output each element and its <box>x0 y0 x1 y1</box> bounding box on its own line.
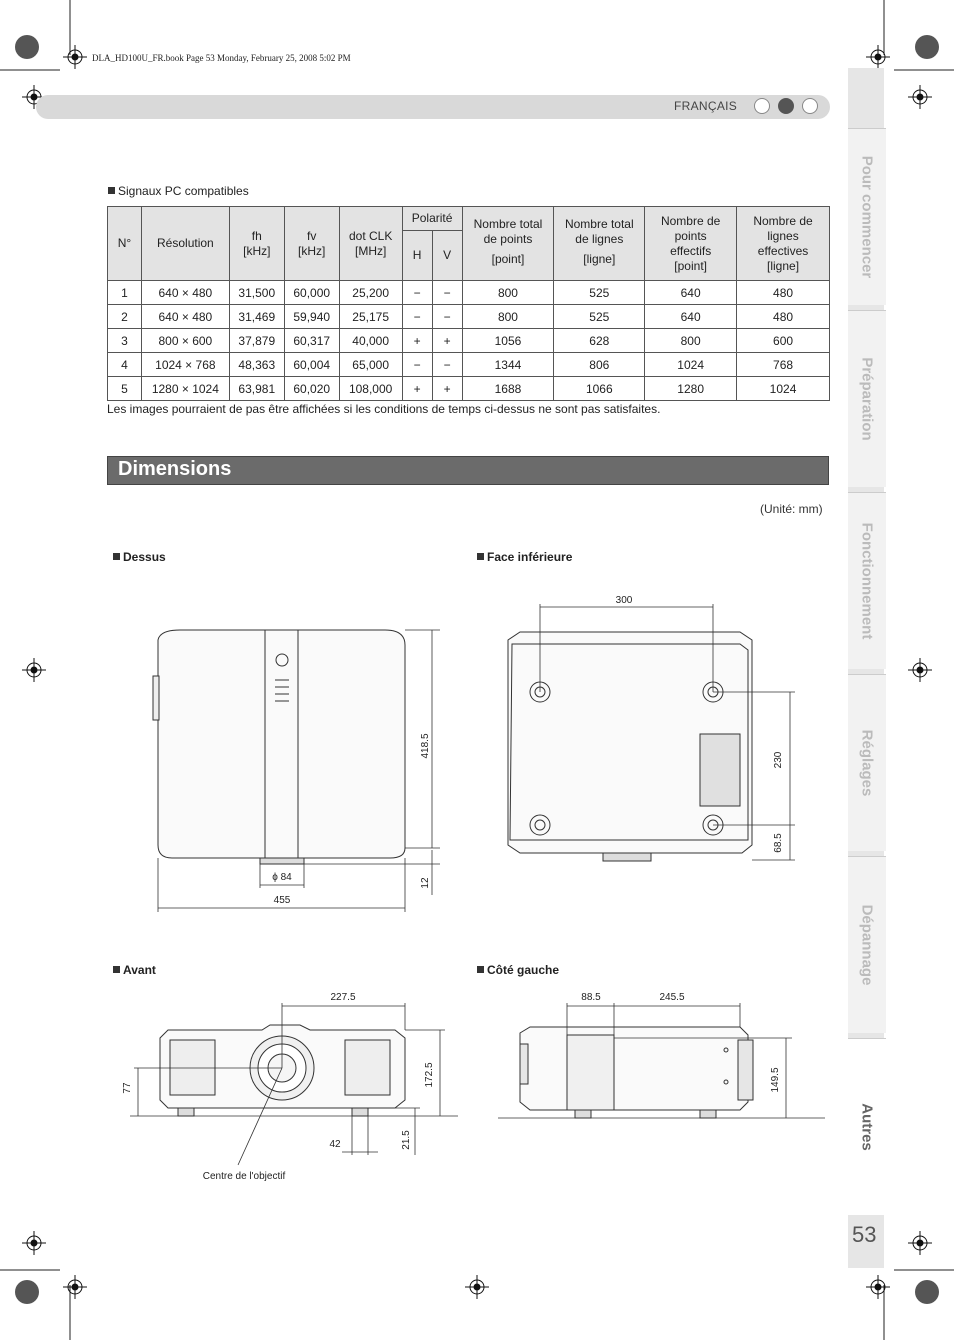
table-cell: 800 × 600 <box>141 329 229 353</box>
table-cell: 48,363 <box>229 353 284 377</box>
dim-front-height: 172.5 <box>424 1062 435 1088</box>
dim-front-foot: 42 <box>329 1139 341 1150</box>
table-cell: 37,879 <box>229 329 284 353</box>
header-fv: fv [kHz] <box>284 207 339 281</box>
header-fh: fh [kHz] <box>229 207 284 281</box>
table-cell: 5 <box>108 377 142 401</box>
header-total-lines: Nombre total de lignes [ligne] <box>554 207 645 281</box>
table-cell: 600 <box>737 329 830 353</box>
table-cell: 1066 <box>554 377 645 401</box>
table-cell: 25,200 <box>339 281 402 305</box>
table-cell: 1056 <box>462 329 554 353</box>
table-cell: − <box>432 281 462 305</box>
table-cell: 800 <box>462 281 554 305</box>
dim-left-b: 245.5 <box>659 992 685 1003</box>
table-cell: 628 <box>554 329 645 353</box>
table-cell: 108,000 <box>339 377 402 401</box>
table-cell: + <box>432 377 462 401</box>
table-cell: 806 <box>554 353 645 377</box>
table-cell: 768 <box>737 353 830 377</box>
header-no: N° <box>108 207 142 281</box>
view-label-left: Côté gauche <box>477 963 559 977</box>
table-title-text: Signaux PC compatibles <box>118 184 249 198</box>
front-lens-caption: Centre de l'objectif <box>202 1171 286 1182</box>
table-cell: 40,000 <box>339 329 402 353</box>
table-cell: 4 <box>108 353 142 377</box>
table-cell: − <box>402 353 432 377</box>
dim-top-lens: ϕ 84 <box>272 872 292 883</box>
table-cell: 800 <box>462 305 554 329</box>
tab-fonctionnement[interactable]: Fonctionnement <box>848 492 886 669</box>
table-cell: 2 <box>108 305 142 329</box>
table-cell: 60,317 <box>284 329 339 353</box>
header-eff-points: Nombre de points effectifs [point] <box>645 207 737 281</box>
table-cell: 480 <box>737 305 830 329</box>
table-cell: 480 <box>737 281 830 305</box>
dim-left-height: 149.5 <box>770 1067 781 1093</box>
table-cell: 65,000 <box>339 353 402 377</box>
table-cell: 640 <box>645 281 737 305</box>
left-view-drawing <box>520 1027 753 1118</box>
table-cell: 60,000 <box>284 281 339 305</box>
bottom-view-drawing <box>508 632 752 861</box>
table-cell: 1024 <box>737 377 830 401</box>
dim-bottom-feet-edge: 68.5 <box>773 833 784 853</box>
view-label-front: Avant <box>113 963 156 977</box>
header-dotclk: dot CLK [MHz] <box>339 207 402 281</box>
dim-left-a: 88.5 <box>581 992 601 1003</box>
table-cell: 640 × 480 <box>141 281 229 305</box>
dim-top-protrusion: 12 <box>420 877 431 889</box>
section-title: Dimensions <box>118 458 232 480</box>
dim-front-lens-offset: 227.5 <box>330 992 356 1003</box>
table-cell: + <box>432 329 462 353</box>
tab-autres[interactable]: Autres <box>848 1038 886 1215</box>
table-cell: 59,940 <box>284 305 339 329</box>
table-cell: − <box>402 305 432 329</box>
table-cell: − <box>432 305 462 329</box>
top-view-drawing <box>153 630 405 864</box>
table-cell: 525 <box>554 305 645 329</box>
header-total-points: Nombre total de points [point] <box>462 207 554 281</box>
language-label: FRANÇAIS <box>674 99 738 113</box>
dim-top-width: 455 <box>273 895 291 906</box>
table-note: Les images pourraient de pas être affichées si les conditions de temps ci-dessus ne sont pas satisfaites. <box>107 402 661 416</box>
table-cell: 640 <box>645 305 737 329</box>
table-cell: 525 <box>554 281 645 305</box>
dim-bottom-feet-w: 300 <box>615 595 633 606</box>
header-polarity: Polarité <box>402 207 462 231</box>
tab-depannage[interactable]: Dépannage <box>848 856 886 1033</box>
table-cell: 60,004 <box>284 353 339 377</box>
table-cell: 1344 <box>462 353 554 377</box>
table-cell: 1024 × 768 <box>141 353 229 377</box>
header-h: H <box>402 231 432 281</box>
table-cell: 640 × 480 <box>141 305 229 329</box>
table-cell: 3 <box>108 329 142 353</box>
table-cell: 31,500 <box>229 281 284 305</box>
table-cell: 63,981 <box>229 377 284 401</box>
table-cell: 1 <box>108 281 142 305</box>
view-label-bottom: Face inférieure <box>477 550 572 564</box>
header-resolution: Résolution <box>141 207 229 281</box>
table-cell: 31,469 <box>229 305 284 329</box>
dim-top-depth: 418.5 <box>420 733 431 759</box>
table-cell: + <box>402 377 432 401</box>
table-cell: 25,175 <box>339 305 402 329</box>
table-cell: 1688 <box>462 377 554 401</box>
front-view-drawing <box>160 1025 405 1116</box>
table-cell: − <box>402 281 432 305</box>
table-cell: 60,020 <box>284 377 339 401</box>
table-cell: 1280 × 1024 <box>141 377 229 401</box>
dim-front-foot-h: 21.5 <box>401 1130 412 1150</box>
unit-label: (Unité: mm) <box>760 502 823 516</box>
file-header: DLA_HD100U_FR.book Page 53 Monday, February 25, 2008 5:02 PM <box>92 53 351 63</box>
tab-preparation[interactable]: Préparation <box>848 310 886 487</box>
table-cell: 1280 <box>645 377 737 401</box>
view-label-top: Dessus <box>113 550 166 564</box>
dim-bottom-feet-d: 230 <box>773 751 784 769</box>
table-cell: 1024 <box>645 353 737 377</box>
table-cell: 800 <box>645 329 737 353</box>
tab-reglages[interactable]: Réglages <box>848 674 886 851</box>
tab-pour-commencer[interactable]: Pour commencer <box>848 128 886 305</box>
page-number: 53 <box>852 1222 877 1247</box>
header-eff-lines: Nombre de lignes effectives [ligne] <box>737 207 830 281</box>
dim-front-lens-h: 77 <box>122 1082 133 1094</box>
header-v: V <box>432 231 462 281</box>
table-cell: + <box>402 329 432 353</box>
table-cell: − <box>432 353 462 377</box>
